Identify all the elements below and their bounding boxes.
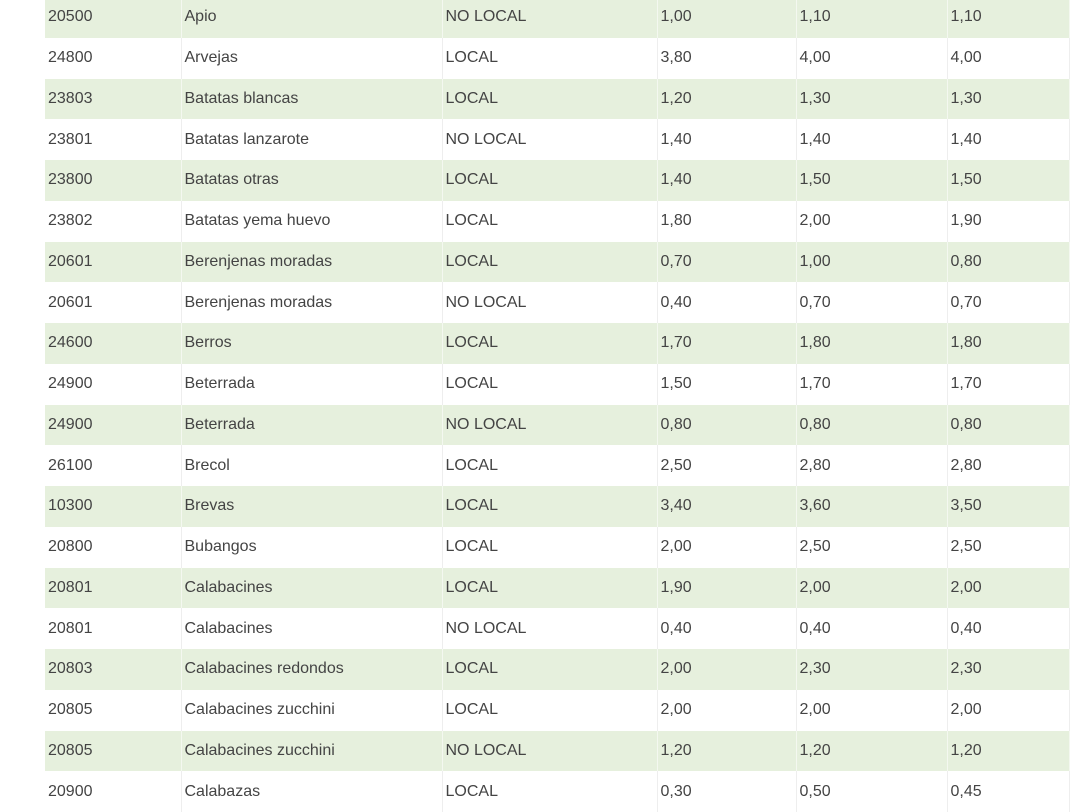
product-code-cell: 24900: [45, 405, 181, 446]
table-row: [45, 568, 1069, 609]
max-price-cell: 1,20: [796, 731, 947, 772]
min-price-cell: 0,40: [657, 608, 796, 649]
min-price-cell: 2,00: [657, 527, 796, 568]
product-code-cell: 24900: [45, 364, 181, 405]
max-price-cell: 0,80: [796, 405, 947, 446]
max-price-cell: 4,00: [796, 38, 947, 79]
table-row: [45, 690, 1069, 731]
max-price-cell: 3,60: [796, 486, 947, 527]
product-name-cell: Bubangos: [181, 527, 442, 568]
product-name-cell: Apio: [181, 0, 442, 38]
table-row: [45, 364, 1069, 405]
origin-cell: LOCAL: [442, 527, 657, 568]
origin-cell: LOCAL: [442, 201, 657, 242]
product-name-cell: Calabacines: [181, 608, 442, 649]
max-price-cell: 1,80: [796, 323, 947, 364]
mode-price-cell: 0,40: [947, 608, 1069, 649]
table-row: [45, 486, 1069, 527]
min-price-cell: 1,80: [657, 201, 796, 242]
product-code-cell: 20800: [45, 527, 181, 568]
mode-price-cell: 2,00: [947, 568, 1069, 609]
max-price-cell: 1,50: [796, 160, 947, 201]
min-price-cell: 3,80: [657, 38, 796, 79]
mode-price-cell: 2,50: [947, 527, 1069, 568]
mode-price-cell: 3,50: [947, 486, 1069, 527]
product-code-cell: 23800: [45, 160, 181, 201]
table-row: [45, 38, 1069, 79]
table-row: [45, 282, 1069, 323]
min-price-cell: 2,50: [657, 445, 796, 486]
max-price-cell: 0,50: [796, 771, 947, 812]
table-row: [45, 323, 1069, 364]
min-price-cell: 0,40: [657, 282, 796, 323]
product-code-cell: 20601: [45, 282, 181, 323]
table-row: [45, 79, 1069, 120]
max-price-cell: 2,50: [796, 527, 947, 568]
mode-price-cell: 1,90: [947, 201, 1069, 242]
product-code-cell: 23803: [45, 79, 181, 120]
table-row: [45, 608, 1069, 649]
product-name-cell: Berenjenas moradas: [181, 242, 442, 283]
mode-price-cell: 0,70: [947, 282, 1069, 323]
origin-cell: NO LOCAL: [442, 119, 657, 160]
max-price-cell: 1,70: [796, 364, 947, 405]
product-name-cell: Calabazas: [181, 771, 442, 812]
table-row: [45, 405, 1069, 446]
product-name-cell: Brevas: [181, 486, 442, 527]
product-name-cell: Calabacines redondos: [181, 649, 442, 690]
table-row: [45, 242, 1069, 283]
origin-cell: NO LOCAL: [442, 405, 657, 446]
product-name-cell: Batatas blancas: [181, 79, 442, 120]
min-price-cell: 0,80: [657, 405, 796, 446]
product-name-cell: Batatas otras: [181, 160, 442, 201]
product-code-cell: 20803: [45, 649, 181, 690]
origin-cell: LOCAL: [442, 38, 657, 79]
table-row: [45, 527, 1069, 568]
product-code-cell: 10300: [45, 486, 181, 527]
product-name-cell: Berros: [181, 323, 442, 364]
min-price-cell: 1,40: [657, 160, 796, 201]
max-price-cell: 2,00: [796, 201, 947, 242]
min-price-cell: 1,00: [657, 0, 796, 38]
product-code-cell: 24600: [45, 323, 181, 364]
product-code-cell: 20601: [45, 242, 181, 283]
product-name-cell: Calabacines zucchini: [181, 690, 442, 731]
product-name-cell: Calabacines zucchini: [181, 731, 442, 772]
product-name-cell: Berenjenas moradas: [181, 282, 442, 323]
origin-cell: LOCAL: [442, 771, 657, 812]
mode-price-cell: 2,30: [947, 649, 1069, 690]
product-name-cell: Arvejas: [181, 38, 442, 79]
min-price-cell: 0,30: [657, 771, 796, 812]
table-row: [45, 160, 1069, 201]
product-code-cell: 23801: [45, 119, 181, 160]
origin-cell: NO LOCAL: [442, 282, 657, 323]
product-code-cell: 20805: [45, 690, 181, 731]
mode-price-cell: 1,50: [947, 160, 1069, 201]
origin-cell: LOCAL: [442, 160, 657, 201]
min-price-cell: 0,70: [657, 242, 796, 283]
min-price-cell: 1,70: [657, 323, 796, 364]
max-price-cell: 1,00: [796, 242, 947, 283]
product-name-cell: Batatas lanzarote: [181, 119, 442, 160]
mode-price-cell: 1,70: [947, 364, 1069, 405]
origin-cell: LOCAL: [442, 445, 657, 486]
origin-cell: LOCAL: [442, 364, 657, 405]
origin-cell: LOCAL: [442, 649, 657, 690]
mode-price-cell: 1,20: [947, 731, 1069, 772]
min-price-cell: 1,20: [657, 731, 796, 772]
product-code-cell: 20801: [45, 568, 181, 609]
product-name-cell: Calabacines: [181, 568, 442, 609]
product-name-cell: Brecol: [181, 445, 442, 486]
price-table-body: [45, 0, 1069, 812]
product-name-cell: Beterrada: [181, 364, 442, 405]
product-code-cell: 20500: [45, 0, 181, 38]
min-price-cell: 1,90: [657, 568, 796, 609]
table-row: [45, 119, 1069, 160]
max-price-cell: 1,30: [796, 79, 947, 120]
min-price-cell: 2,00: [657, 649, 796, 690]
product-code-cell: 20801: [45, 608, 181, 649]
max-price-cell: 2,80: [796, 445, 947, 486]
min-price-cell: 1,20: [657, 79, 796, 120]
origin-cell: LOCAL: [442, 79, 657, 120]
mode-price-cell: 0,45: [947, 771, 1069, 812]
min-price-cell: 2,00: [657, 690, 796, 731]
origin-cell: NO LOCAL: [442, 608, 657, 649]
table-row: [45, 731, 1069, 772]
max-price-cell: 2,30: [796, 649, 947, 690]
max-price-cell: 1,10: [796, 0, 947, 38]
max-price-cell: 1,40: [796, 119, 947, 160]
mode-price-cell: 1,80: [947, 323, 1069, 364]
product-code-cell: 20805: [45, 731, 181, 772]
origin-cell: LOCAL: [442, 242, 657, 283]
max-price-cell: 2,00: [796, 690, 947, 731]
origin-cell: NO LOCAL: [442, 731, 657, 772]
max-price-cell: 0,40: [796, 608, 947, 649]
product-name-cell: Batatas yema huevo: [181, 201, 442, 242]
product-code-cell: 26100: [45, 445, 181, 486]
table-row: [45, 0, 1069, 38]
mode-price-cell: 0,80: [947, 242, 1069, 283]
table-row: [45, 771, 1069, 812]
mode-price-cell: 1,40: [947, 119, 1069, 160]
mode-price-cell: 1,10: [947, 0, 1069, 38]
mode-price-cell: 2,00: [947, 690, 1069, 731]
mode-price-cell: 2,80: [947, 445, 1069, 486]
origin-cell: LOCAL: [442, 568, 657, 609]
origin-cell: LOCAL: [442, 690, 657, 731]
product-code-cell: 20900: [45, 771, 181, 812]
min-price-cell: 1,40: [657, 119, 796, 160]
table-row: [45, 649, 1069, 690]
product-name-cell: Beterrada: [181, 405, 442, 446]
product-code-cell: 23802: [45, 201, 181, 242]
price-table: [45, 0, 1070, 812]
product-code-cell: 24800: [45, 38, 181, 79]
origin-cell: LOCAL: [442, 323, 657, 364]
mode-price-cell: 1,30: [947, 79, 1069, 120]
table-row: [45, 201, 1069, 242]
min-price-cell: 3,40: [657, 486, 796, 527]
max-price-cell: 0,70: [796, 282, 947, 323]
min-price-cell: 1,50: [657, 364, 796, 405]
price-table-container: [45, 0, 1069, 812]
table-row: [45, 445, 1069, 486]
origin-cell: NO LOCAL: [442, 0, 657, 38]
mode-price-cell: 4,00: [947, 38, 1069, 79]
mode-price-cell: 0,80: [947, 405, 1069, 446]
origin-cell: LOCAL: [442, 486, 657, 527]
max-price-cell: 2,00: [796, 568, 947, 609]
